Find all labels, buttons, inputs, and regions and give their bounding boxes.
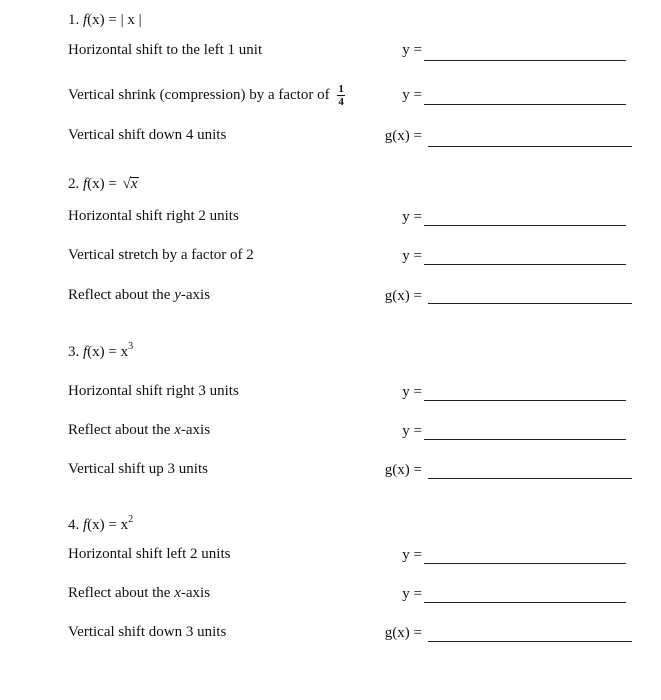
problem-2-step-1 (68, 208, 239, 225)
answer-label: y = (402, 248, 422, 264)
step-text: Reflect about the (68, 422, 175, 438)
answer-blank[interactable] (424, 562, 626, 564)
problem-4-heading (68, 515, 133, 534)
problem-number: 1. (68, 12, 80, 28)
function-definition: (x) = x (87, 344, 129, 360)
step-text-suffix: -axis (180, 585, 211, 601)
problem-4-step-2 (68, 585, 210, 602)
step-text-suffix: -axis (180, 422, 211, 438)
function-name: f (83, 344, 88, 360)
answer-label: y = (402, 384, 422, 400)
answer-blank[interactable] (424, 224, 626, 226)
fraction (337, 84, 345, 107)
answer-label: y = (402, 586, 422, 602)
answer-blank[interactable] (428, 477, 632, 479)
radicand: x (130, 176, 138, 192)
square-root: √ x (122, 176, 138, 192)
step-text: Vertical shift down 3 units (68, 624, 227, 640)
problem-2-heading (68, 176, 138, 193)
problem-3-heading (68, 342, 133, 361)
answer-label: y = (402, 547, 422, 563)
exponent: 3 (128, 341, 134, 352)
fraction-numerator: 1 (338, 83, 344, 95)
function-definition: (x) = (87, 176, 117, 192)
step-text: Vertical shrink (compression) by a factor of (68, 86, 330, 103)
problem-1-step-2 (68, 84, 345, 107)
answer-label: y = (402, 209, 422, 225)
problem-number: 4. (68, 517, 80, 533)
answer-blank[interactable] (428, 640, 632, 642)
answer-label: g(x) = (384, 128, 422, 144)
problem-1-step-3 (68, 127, 226, 144)
step-text: Horizontal shift to the left 1 unit (68, 42, 263, 58)
answer-blank[interactable] (424, 438, 626, 440)
step-text: Reflect about the (68, 287, 175, 303)
answer-blank[interactable] (424, 601, 626, 603)
axis-variable: x (174, 422, 181, 438)
answer-label: y = (402, 42, 422, 58)
function-name: f (83, 176, 88, 192)
problem-4-step-1 (68, 546, 230, 563)
answer-blank[interactable] (428, 302, 632, 304)
answer-blank[interactable] (424, 399, 626, 401)
axis-variable: x (174, 585, 181, 601)
problem-1-heading (68, 12, 142, 29)
step-text: Vertical stretch by a factor of 2 (68, 247, 254, 263)
answer-blank[interactable] (424, 59, 626, 61)
problem-number: 2. (68, 176, 80, 192)
answer-label: g(x) = (384, 288, 422, 304)
exponent: 2 (128, 514, 134, 525)
problem-2-step-2 (68, 247, 254, 264)
function-definition: (x) = | x | (87, 12, 142, 28)
step-text: Reflect about the (68, 585, 175, 601)
answer-label: y = (402, 87, 422, 103)
step-text: Vertical shift up 3 units (68, 461, 208, 477)
step-text-suffix: -axis (180, 287, 211, 303)
answer-label: y = (402, 423, 422, 439)
problem-number: 3. (68, 344, 80, 360)
function-name: f (83, 12, 88, 28)
answer-label: g(x) = (384, 462, 422, 478)
fraction-denominator: 4 (338, 96, 344, 108)
problem-3-step-1 (68, 383, 239, 400)
axis-variable: y (174, 287, 181, 303)
step-text: Horizontal shift left 2 units (68, 546, 231, 562)
answer-label: g(x) = (384, 625, 422, 641)
function-name: f (83, 517, 88, 533)
problem-4-step-3 (68, 624, 226, 641)
problem-1-step-1 (68, 42, 262, 59)
answer-blank[interactable] (424, 263, 626, 265)
step-text: Vertical shift down 4 units (68, 127, 227, 143)
problem-3-step-2 (68, 422, 210, 439)
step-text: Horizontal shift right 2 units (68, 208, 239, 224)
answer-blank[interactable] (424, 103, 626, 105)
problem-3-step-3 (68, 461, 208, 478)
function-definition: (x) = x (87, 517, 129, 533)
problem-2-step-3 (68, 287, 210, 304)
answer-blank[interactable] (428, 145, 632, 147)
step-text: Horizontal shift right 3 units (68, 383, 239, 399)
